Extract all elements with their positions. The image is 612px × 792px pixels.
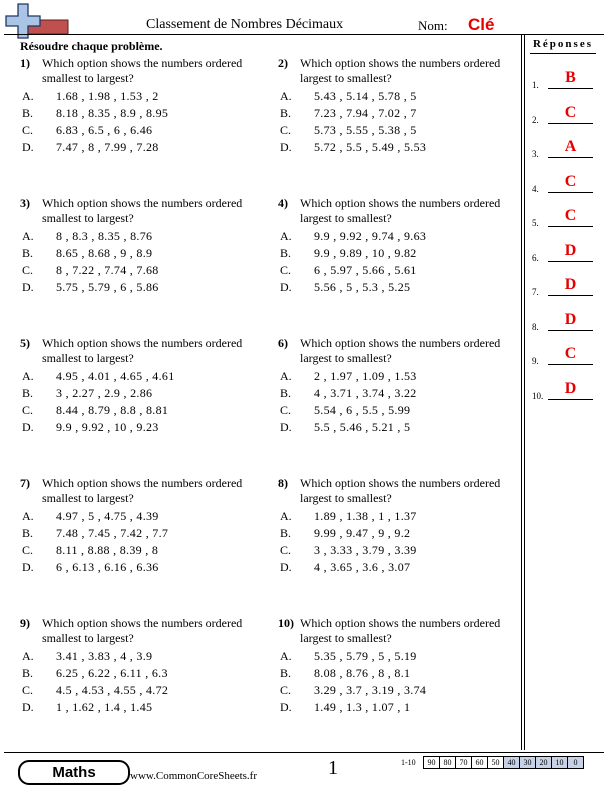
answer-number: 8. [532,321,539,332]
option-letter: C. [22,543,34,557]
option-letter: D. [22,700,34,714]
answer-row [530,131,600,161]
option-letter: B. [22,386,34,400]
option-values: 8.08 , 8.76 , 8 , 8.1 [314,666,411,680]
score-cell: 10 [551,756,568,769]
site-url: www.CommonCoreSheets.fr [130,770,257,782]
problem-number: 8) [278,476,288,490]
name-label: Nom: [418,18,448,33]
option-values: 5.75 , 5.79 , 6 , 5.86 [56,280,159,294]
option-values: 8.18 , 8.35 , 8.9 , 8.95 [56,106,169,120]
option-values: 5.5 , 5.46 , 5.21 , 5 [314,420,411,434]
score-cell: 90 [423,756,440,769]
option-letter: D. [280,140,292,154]
answers-title-underline [530,53,596,54]
score-range-label: 1-10 [401,758,416,767]
option-values: 5.72 , 5.5 , 5.49 , 5.53 [314,140,427,154]
answer-column-divider-inner [524,34,525,750]
answer-number: 1. [532,80,539,90]
answer-row [530,304,600,334]
option-letter: D. [22,560,34,574]
score-cell: 80 [439,756,456,769]
answer-value: D [564,310,577,328]
score-table [424,756,584,769]
option-letter: C. [22,403,34,417]
option-values: 4.97 , 5 , 4.75 , 4.39 [56,509,159,523]
answer-row [530,97,600,127]
option-letter: B. [22,666,34,680]
option-values: 6.25 , 6.22 , 6.11 , 6.3 [56,666,168,680]
option-letter: C. [280,543,292,557]
option-letter: A. [22,89,34,103]
problem-question: Which option shows the numbers ordered largest to smallest? [300,56,501,85]
option-values: 7.23 , 7.94 , 7.02 , 7 [314,106,417,120]
problem-number: 7) [20,476,30,490]
option-letter: D. [22,140,34,154]
answer-blank-line [548,226,593,227]
option-values: 1.89 , 1.38 , 1 , 1.37 [314,509,417,523]
answer-number: 7. [532,287,539,297]
answer-value: A [564,138,577,155]
option-values: 9.99 , 9.47 , 9 , 9.2 [314,526,411,540]
option-letter: C. [22,123,34,137]
option-letter: A. [22,229,34,243]
option-letter: A. [280,369,292,383]
problem-question: Which option shows the numbers ordered largest to smallest? [300,616,501,645]
problem-question: Which option shows the numbers ordered smallest to largest? [42,56,243,85]
header-divider [4,34,604,35]
answer-number: 6. [532,252,539,263]
answer-number: 10. [532,390,544,401]
answer-row [530,338,600,368]
option-letter: C. [280,683,292,697]
option-letter: D. [280,560,292,574]
answer-value: C [564,103,577,121]
option-letter: D. [280,700,292,714]
answer-blank-line [548,399,593,400]
problem-number: 5) [20,336,30,350]
option-letter: C. [22,263,34,277]
answer-number: 5. [532,218,539,228]
answer-number: 9. [532,356,539,366]
problem-question: Which option shows the numbers ordered largest to smallest? [300,336,501,365]
option-letter: A. [22,509,34,523]
option-letter: D. [22,280,34,294]
option-values: 9.9 , 9.92 , 10 , 9.23 [56,420,159,434]
option-values: 3.41 , 3.83 , 4 , 3.9 [56,649,153,663]
option-letter: C. [280,263,292,277]
option-values: 5.54 , 6 , 5.5 , 5.99 [314,403,411,417]
problem-number: 1) [20,56,30,70]
score-cell: 20 [535,756,552,769]
page-title: Classement de Nombres Décimaux [146,17,344,32]
option-values: 4 , 3.65 , 3.6 , 3.07 [314,560,411,574]
option-values: 6 , 5.97 , 5.66 , 5.61 [314,263,417,277]
option-letter: B. [280,386,292,400]
answer-number: 4. [532,183,539,194]
problem-question: Which option shows the numbers ordered largest to smallest? [300,476,501,505]
option-letter: A. [280,229,292,243]
answer-blank-line [548,88,593,89]
answer-row [530,200,600,230]
option-letter: A. [280,649,292,663]
option-letter: B. [280,666,292,680]
answer-value: D [564,379,577,397]
option-letter: B. [280,526,292,540]
answer-value: C [564,345,577,362]
problem-number: 3) [20,196,30,210]
score-cell: 70 [455,756,472,769]
option-values: 4 , 3.71 , 3.74 , 3.22 [314,386,417,400]
option-values: 5.35 , 5.79 , 5 , 5.19 [314,649,417,663]
answer-number: 2. [532,114,539,125]
option-values: 3 , 3.33 , 3.79 , 3.39 [314,543,417,557]
option-values: 5.56 , 5 , 5.3 , 5.25 [314,280,411,294]
option-values: 5.73 , 5.55 , 5.38 , 5 [314,123,417,137]
option-values: 1 , 1.62 , 1.4 , 1.45 [56,700,153,714]
answer-row [530,62,600,92]
problem-number: 9) [20,616,30,630]
problem-number: 6) [278,336,288,350]
answer-blank-line [548,192,593,193]
score-cell: 60 [471,756,488,769]
problem-question: Which option shows the numbers ordered largest to smallest? [300,196,501,225]
answer-blank-line [548,364,593,365]
option-values: 8.65 , 8.68 , 9 , 8.9 [56,246,153,260]
option-values: 1.49 , 1.3 , 1.07 , 1 [314,700,411,714]
option-letter: B. [280,246,292,260]
answer-value: D [564,241,577,259]
answer-row [530,166,600,196]
option-letter: B. [280,106,292,120]
answer-number: 3. [532,149,539,159]
score-cell: 50 [487,756,504,769]
answer-row [530,373,600,403]
option-values: 9.9 , 9.89 , 10 , 9.82 [314,246,417,260]
option-values: 1.68 , 1.98 , 1.53 , 2 [56,89,159,103]
option-letter: B. [22,526,34,540]
answer-row [530,235,600,265]
option-values: 7.47 , 8 , 7.99 , 7.28 [56,140,159,154]
option-values: 3.29 , 3.7 , 3.19 , 3.74 [314,683,427,697]
problem-number: 10) [278,616,294,630]
score-cell: 30 [519,756,536,769]
answer-value: C [564,207,577,224]
answer-blank-line [548,123,593,124]
option-values: 5.43 , 5.14 , 5.78 , 5 [314,89,417,103]
option-values: 8.11 , 8.88 , 8.39 , 8 [56,543,159,557]
answer-blank-line [548,261,593,262]
option-letter: A. [280,509,292,523]
option-values: 2 , 1.97 , 1.09 , 1.53 [314,369,417,383]
option-letter: C. [22,683,34,697]
answers-title: Réponses [532,38,593,50]
problem-question: Which option shows the numbers ordered smallest to largest? [42,196,243,225]
option-values: 8 , 7.22 , 7.74 , 7.68 [56,263,159,277]
option-letter: A. [22,649,34,663]
option-letter: A. [22,369,34,383]
option-values: 4.95 , 4.01 , 4.65 , 4.61 [56,369,175,383]
option-values: 8 , 8.3 , 8.35 , 8.76 [56,229,153,243]
problem-number: 4) [278,196,288,210]
answer-value: C [564,172,577,190]
answer-blank-line [548,330,593,331]
problem-question: Which option shows the numbers ordered smallest to largest? [42,476,243,505]
subject-badge: Maths [18,760,130,785]
option-letter: D. [22,420,34,434]
answer-value: B [565,69,576,86]
option-values: 7.48 , 7.45 , 7.42 , 7.7 [56,526,169,540]
instructions: Résoudre chaque problème. [20,39,163,53]
option-letter: B. [22,106,34,120]
option-values: 9.9 , 9.92 , 9.74 , 9.63 [314,229,427,243]
page-number: 1 [328,757,338,779]
option-letter: C. [280,403,292,417]
option-values: 6 , 6.13 , 6.16 , 6.36 [56,560,159,574]
option-values: 4.5 , 4.53 , 4.55 , 4.72 [56,683,169,697]
problem-number: 2) [278,56,288,70]
option-letter: D. [280,420,292,434]
name-value: Clé [468,15,495,34]
answer-row [530,269,600,299]
answer-blank-line [548,295,593,296]
score-cell: 0 [567,756,584,769]
answer-column-divider [521,34,522,750]
option-values: 3 , 2.27 , 2.9 , 2.86 [56,386,153,400]
footer-divider [4,752,604,753]
problem-question: Which option shows the numbers ordered smallest to largest? [42,616,243,645]
option-values: 8.44 , 8.79 , 8.8 , 8.81 [56,403,169,417]
answer-value: D [564,276,577,293]
answer-blank-line [548,157,593,158]
option-letter: B. [22,246,34,260]
option-letter: A. [280,89,292,103]
option-letter: C. [280,123,292,137]
option-letter: D. [280,280,292,294]
score-cell: 40 [503,756,520,769]
problem-question: Which option shows the numbers ordered smallest to largest? [42,336,243,365]
option-values: 6.83 , 6.5 , 6 , 6.46 [56,123,153,137]
